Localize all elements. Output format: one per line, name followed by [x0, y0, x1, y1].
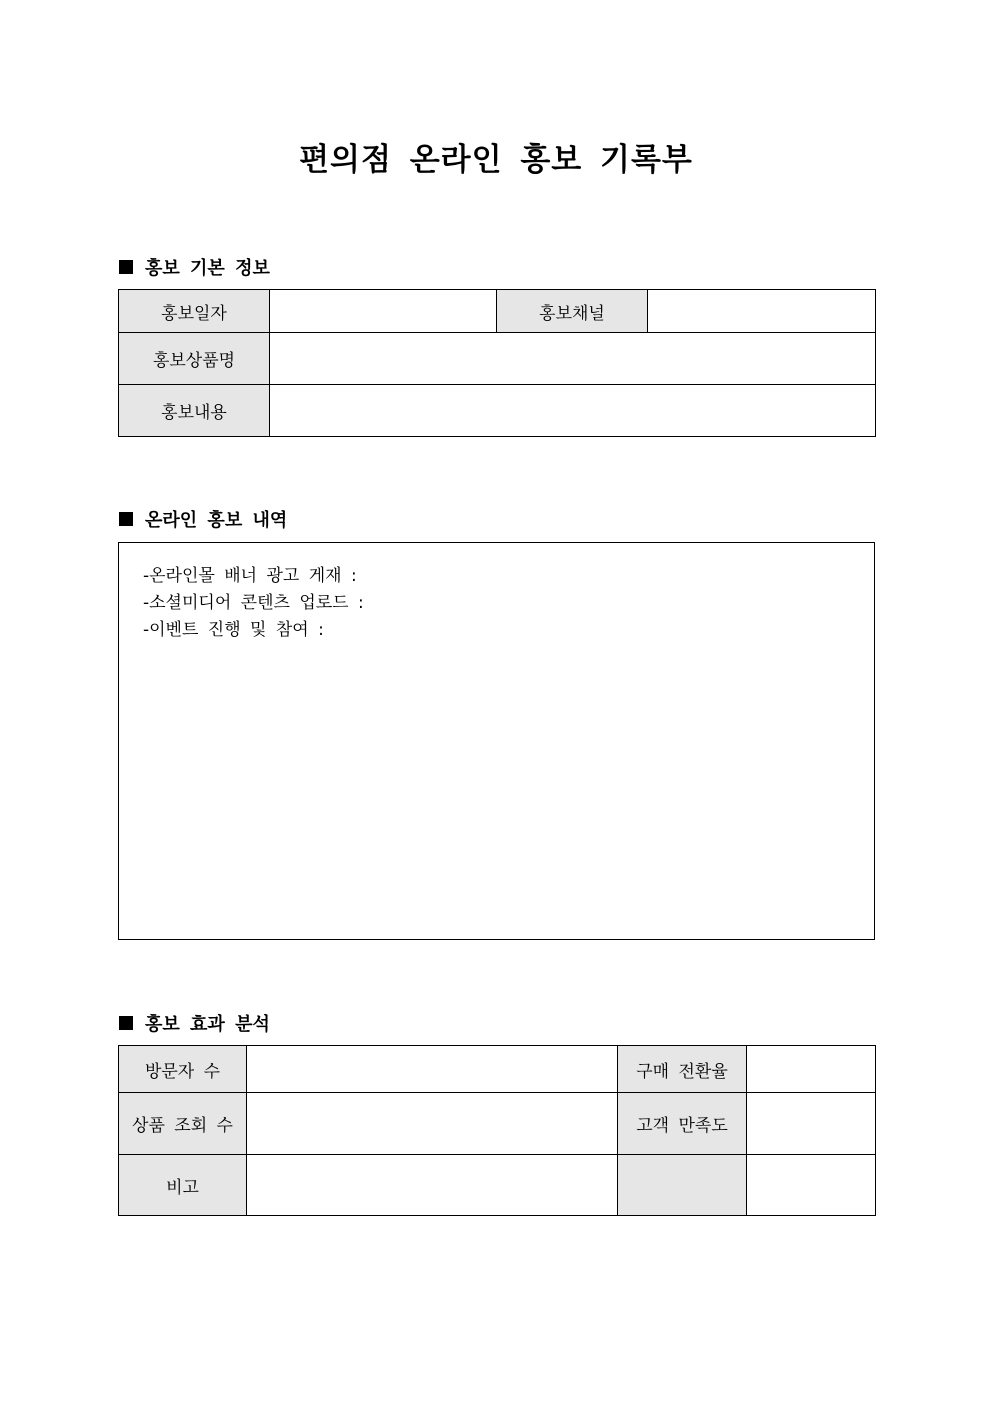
- online-details-list: [119, 543, 874, 644]
- section-heading-basic-info: [119, 254, 270, 280]
- channel-label: 홍보채널: [497, 290, 648, 333]
- table-row: [119, 1093, 876, 1155]
- table-row: [119, 385, 876, 437]
- table-row: [119, 1155, 876, 1216]
- blank-field[interactable]: [747, 1155, 876, 1216]
- section-heading-online-details: [119, 506, 287, 532]
- conversion-field[interactable]: [747, 1046, 876, 1093]
- document-title: 편의점 온라인 홍보 기록부: [299, 142, 693, 178]
- product-name-field[interactable]: [270, 333, 876, 385]
- satisfaction-label: 고객 만족도: [618, 1093, 747, 1155]
- square-bullet-icon: [119, 1016, 133, 1030]
- blank-label: [618, 1155, 747, 1216]
- section-heading-effect-analysis: [119, 1010, 270, 1036]
- remarks-field[interactable]: [247, 1155, 618, 1216]
- list-item: -이벤트 진행 및 참여 :: [143, 620, 324, 640]
- visitors-label: 방문자 수: [119, 1046, 247, 1093]
- channel-field[interactable]: [648, 290, 876, 333]
- list-item: -소셜미디어 콘텐츠 업로드 :: [143, 593, 364, 613]
- square-bullet-icon: [119, 260, 133, 274]
- conversion-label: 구매 전환율: [618, 1046, 747, 1093]
- table-row: [119, 333, 876, 385]
- table-row: [119, 1046, 876, 1093]
- section-heading-label: 홍보 효과 분석: [145, 1014, 270, 1035]
- date-label: 홍보일자: [119, 290, 270, 333]
- section-heading-label: 온라인 홍보 내역: [145, 510, 288, 531]
- content-field[interactable]: [270, 385, 876, 437]
- product-views-field[interactable]: [247, 1093, 618, 1155]
- basic-info-table: [118, 289, 876, 437]
- section-heading-label: 홍보 기본 정보: [145, 258, 270, 279]
- visitors-field[interactable]: [247, 1046, 618, 1093]
- list-item: -온라인몰 배너 광고 게재 :: [143, 566, 357, 586]
- product-views-label: 상품 조회 수: [119, 1093, 247, 1155]
- product-name-label: 홍보상품명: [119, 333, 270, 385]
- remarks-label: 비고: [119, 1155, 247, 1216]
- effect-analysis-table: [118, 1045, 876, 1216]
- square-bullet-icon: [119, 512, 133, 526]
- online-details-box[interactable]: [118, 542, 875, 940]
- date-field[interactable]: [270, 290, 497, 333]
- table-row: [119, 290, 876, 333]
- content-label: 홍보내용: [119, 385, 270, 437]
- satisfaction-field[interactable]: [747, 1093, 876, 1155]
